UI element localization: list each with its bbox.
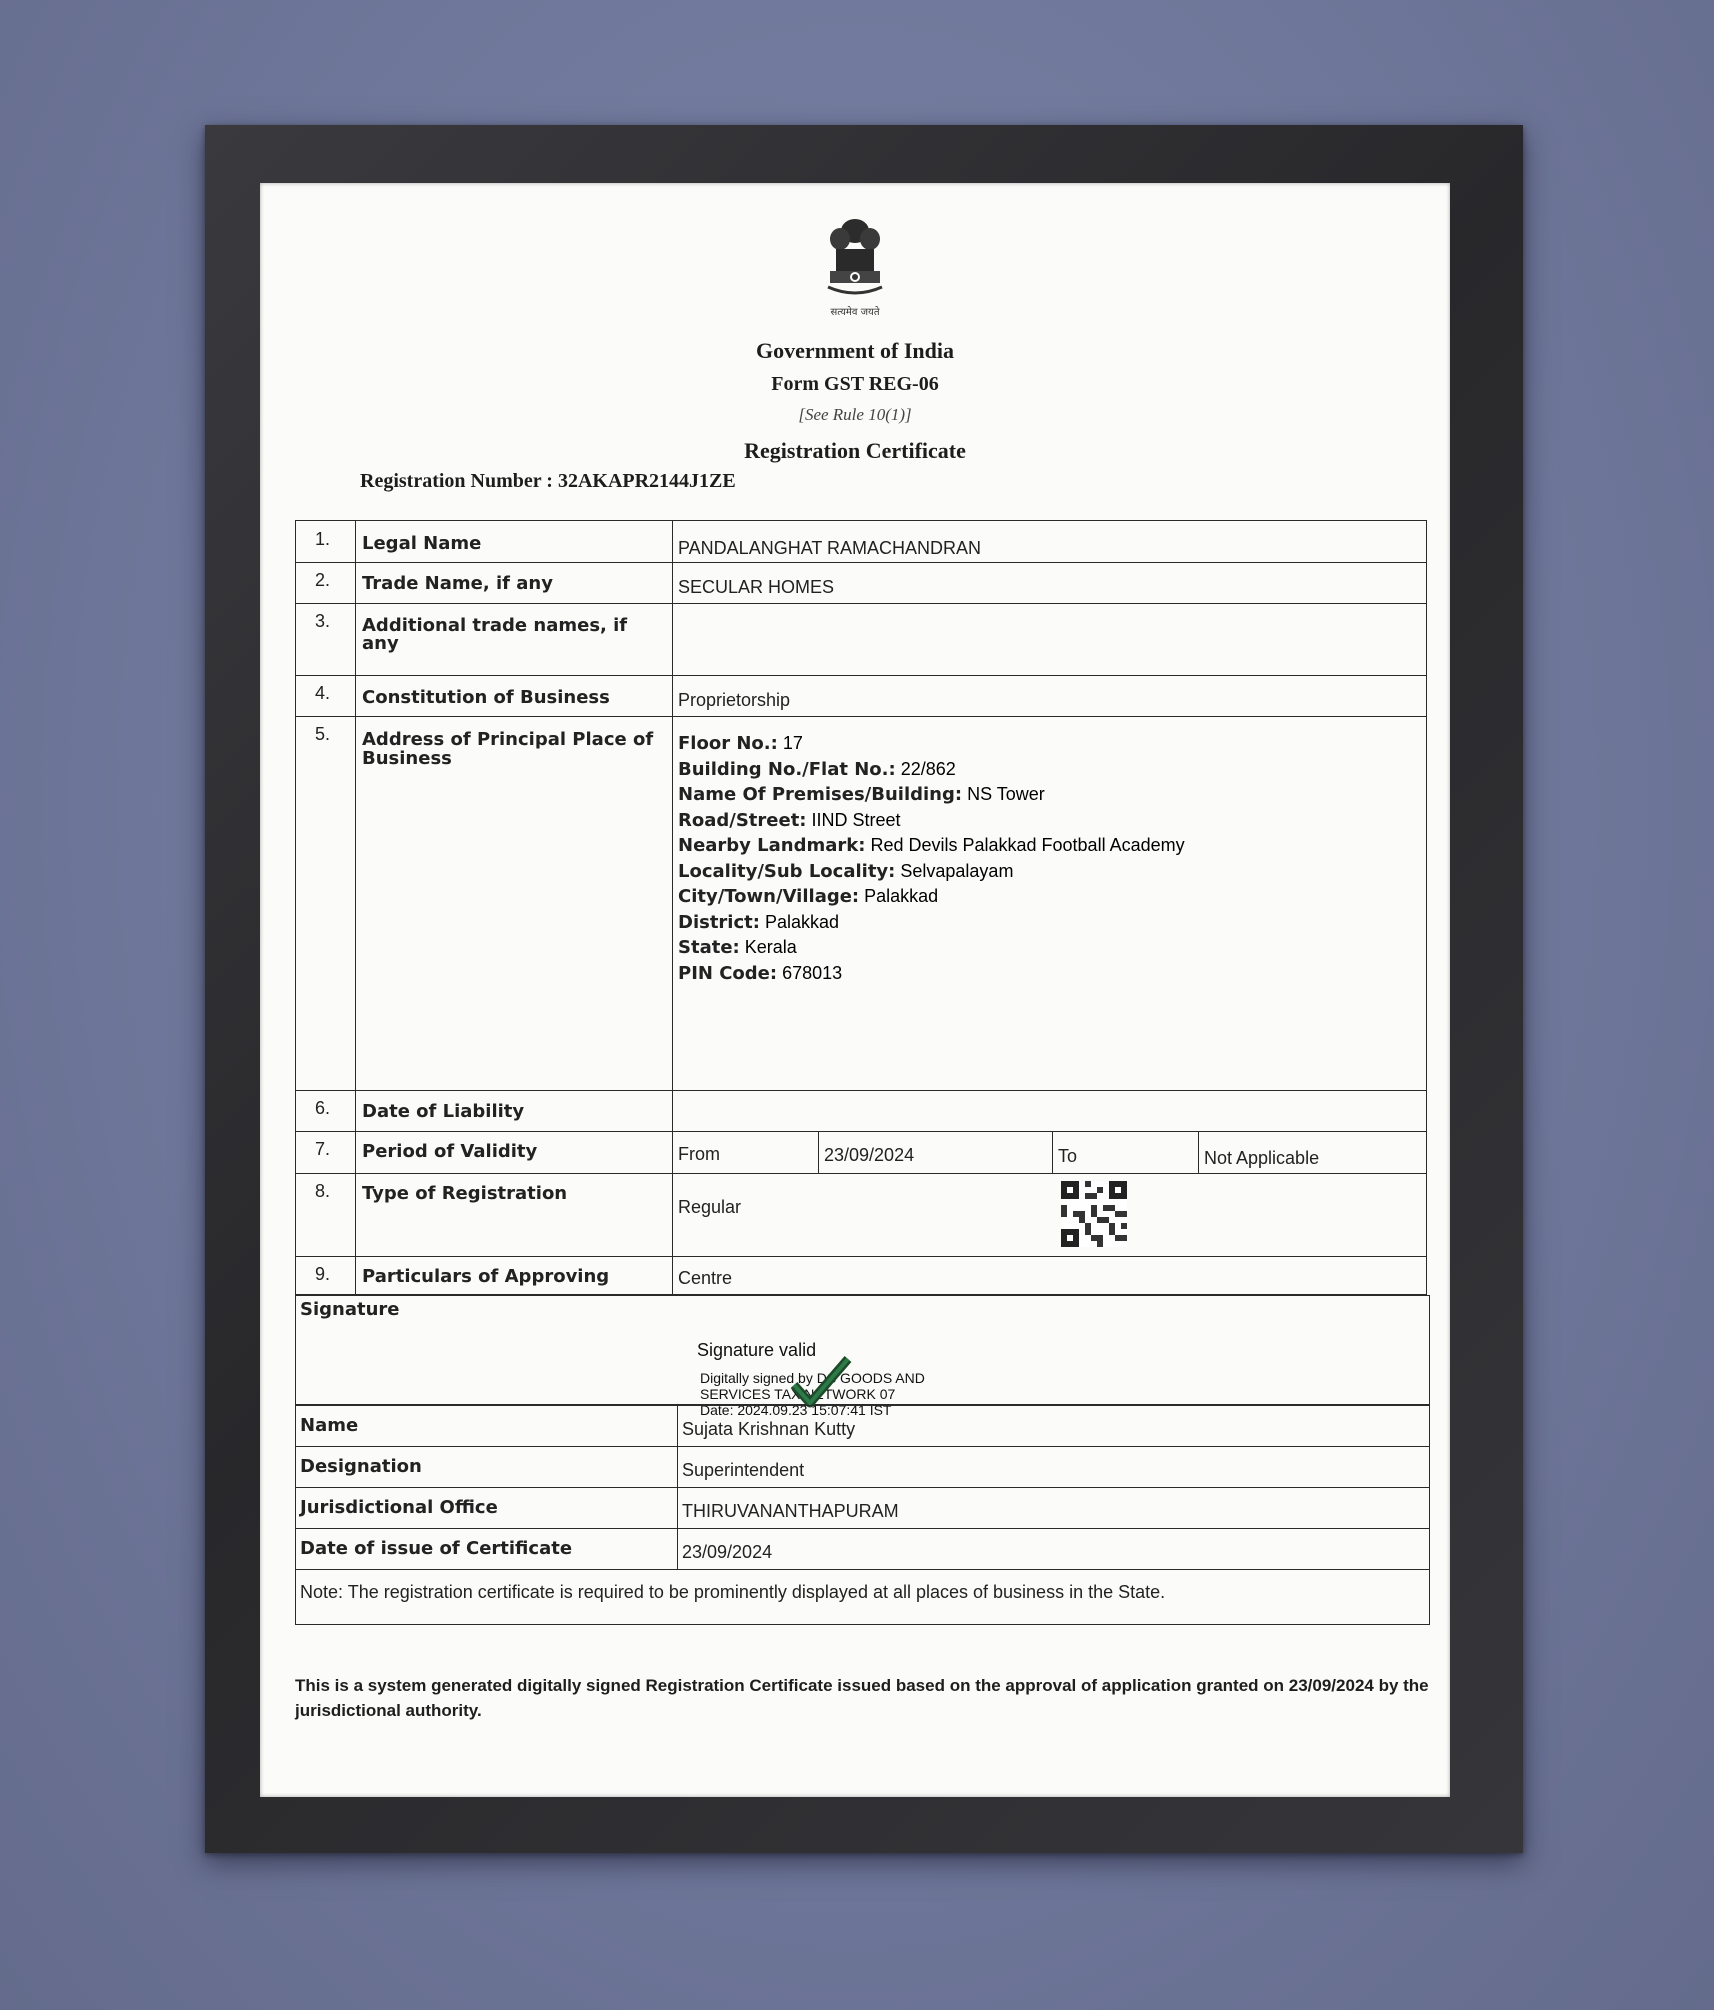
address-line: Floor No.: 17 [678,733,803,754]
date-of-issue-value: 23/09/2024 [682,1542,773,1562]
header-title: Registration Certificate [744,438,966,463]
validity-from-label: From [678,1144,720,1164]
row-number: 7. [315,1139,331,1159]
constitution-label: Constitution of Business [362,687,610,708]
signature-line: Date: 2024.09.23 15:07:41 IST [700,1402,892,1418]
row-number: 2. [315,570,331,590]
jurisdictional-office-value: THIRUVANANTHAPURAM [682,1501,899,1521]
row-number: 5. [315,724,331,744]
type-of-registration-label: Type of Registration [362,1183,568,1204]
registration-number: Registration Number : 32AKAPR2144J1ZE [360,470,736,492]
address-line: Name Of Premises/Building: NS Tower [678,784,1045,805]
date-of-issue-label: Date of issue of Certificate [300,1538,573,1559]
particulars-label: Particulars of Approving [362,1266,610,1287]
particulars-value: Centre [678,1268,733,1288]
validity-from-value: 23/09/2024 [824,1145,915,1165]
legal-name-label: Legal Name [362,533,482,554]
address-label: Address of Principal Place of [362,729,654,750]
address-line: District: Palakkad [678,911,840,933]
address-label-cont: Business [362,748,452,769]
row-number: 9. [315,1264,331,1284]
address-line: State: Kerala [678,937,797,958]
address-line: PIN Code: 678013 [678,962,843,984]
header-government: Government of India [756,338,954,363]
additional-trade-names-label-cont: any [362,633,399,654]
signature-label: Signature [300,1299,400,1320]
period-of-validity-label: Period of Validity [362,1141,538,1162]
address-line: Locality/Sub Locality: Selvapalayam [678,860,1014,882]
trade-name-value: SECULAR HOMES [678,577,835,597]
row-number: 6. [315,1098,331,1118]
designation-value: Superintendent [682,1460,805,1480]
address-line: City/Town/Village: Palakkad [678,886,939,907]
jurisdictional-office-label: Jurisdictional Office [300,1497,498,1518]
emblem-motto: सत्यमेव जयते [830,307,880,318]
signature-line: Digitally signed by DS GOODS AND [700,1370,925,1386]
row-number: 3. [315,611,331,631]
signature-line: SERVICES TAX NETWORK 07 [700,1386,896,1402]
display-note: Note: The registration certificate is required to be prominently displayed at all places of business in the State. [300,1582,1166,1602]
additional-trade-names-label: Additional trade names, if [362,615,628,636]
state-emblem-icon [820,213,890,301]
validity-to-label: To [1058,1146,1078,1166]
row-number: 4. [315,683,331,703]
legal-name-value: PANDALANGHAT RAMACHANDRAN [678,538,982,558]
officer-name-label: Name [300,1415,359,1436]
address-value [678,731,1185,986]
header-rule: [See Rule 10(1)] [798,405,912,424]
checkmark-icon [790,1353,852,1411]
date-of-liability-label: Date of Liability [362,1101,525,1122]
address-line: Nearby Landmark: Red Devils Palakkad Football Academy [678,835,1185,856]
qr-code-icon [1060,1181,1128,1247]
constitution-value: Proprietorship [678,690,791,710]
row-number: 1. [315,529,331,549]
header-form: Form GST REG-06 [771,373,939,395]
designation-label: Designation [300,1456,422,1477]
registration-certificate-document [260,183,1450,1797]
trade-name-label: Trade Name, if any [362,573,553,594]
address-line: Road/Street: IIND Street [678,809,901,831]
footer-statement: This is a system generated digitally signed Registration Certificate issued based on the approval of application granted on 23/09/2024 by the jurisdictional authority. [295,1676,1429,1720]
signature-valid-text: Signature valid [697,1340,817,1360]
type-of-registration-value: Regular [678,1197,742,1217]
address-line: Building No./Flat No.: 22/862 [678,758,956,780]
row-number: 8. [315,1181,331,1201]
validity-to-value: Not Applicable [1204,1148,1320,1168]
officer-name-value: Sujata Krishnan Kutty [682,1419,856,1439]
